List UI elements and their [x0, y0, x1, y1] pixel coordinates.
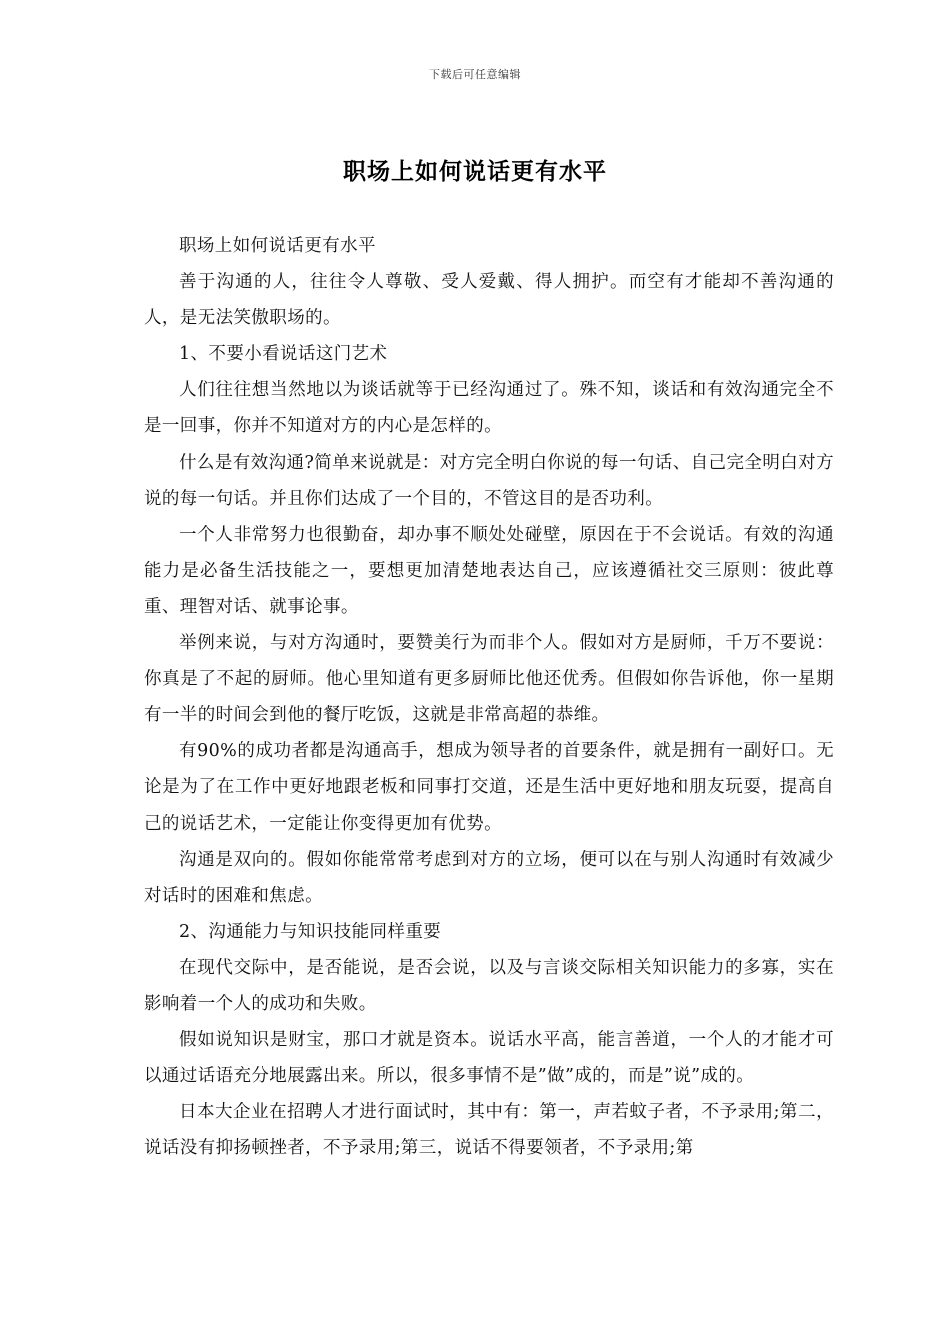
document-body — [144, 228, 834, 1166]
paragraph: 一个人非常努力也很勤奋，却办事不顺处处碰壁，原因在于不会说话。有效的沟通能力是必备生活技能之一，要想更加清楚地表达自己，应该遵循社交三原则：彼此尊重、理智对话、就事论事。 — [144, 524, 834, 617]
paragraph: 假如说知识是财宝，那口才就是资本。说话水平高，能言善道，一个人的才能才可以通过话语充分地展露出来。所以，很多事情不是”做”成的，而是”说”成的。 — [144, 1030, 834, 1087]
section-heading: 2、沟通能力与知识技能同样重要 — [179, 921, 442, 942]
paragraph: 沟通是双向的。假如你能常常考虑到对方的立场，便可以在与别人沟通时有效减少对话时的困难和焦虑。 — [144, 849, 834, 906]
paragraph: 什么是有效沟通?简单来说就是：对方完全明白你说的每一句话、自己完全明白对方说的每一句话。并且你们达成了一个目的，不管这目的是否功利。 — [144, 452, 834, 509]
document-title: 职场上如何说话更有水平 — [343, 158, 607, 185]
paragraph: 日本大企业在招聘人才进行面试时，其中有：第一，声若蚊子者，不予录用;第二，说话没有抑扬顿挫者，不予录用;第三，说话不得要领者，不予录用;第 — [144, 1102, 834, 1159]
header-note: 下载后可任意编辑 — [429, 68, 521, 81]
section-heading: 1、不要小看说话这门艺术 — [179, 344, 388, 365]
paragraph: 善于沟通的人，往往令人尊敬、受人爱戴、得人拥护。而空有才能却不善沟通的人，是无法笑傲职场的。 — [144, 272, 834, 329]
paragraph: 有90%的成功者都是沟通高手，想成为领导者的首要条件，就是拥有一副好口。无论是为了在工作中更好地跟老板和同事打交道，还是生活中更好地和朋友玩耍，提高自己的说话艺术，一定能让你变得更加有优势。 — [144, 741, 834, 834]
paragraph: 人们往往想当然地以为谈话就等于已经沟通过了。殊不知，谈话和有效沟通完全不是一回事，你并不知道对方的内心是怎样的。 — [144, 380, 834, 437]
paragraph-subtitle: 职场上如何说话更有水平 — [179, 236, 376, 256]
paragraph: 举例来说，与对方沟通时，要赞美行为而非个人。假如对方是厨师，千万不要说：你真是了不起的厨师。他心里知道有更多厨师比他还优秀。但假如你告诉他，你一星期有一半的时间会到他的餐厅吃饭，这就是非常高超的恭维。 — [144, 633, 834, 726]
paragraph: 在现代交际中，是否能说，是否会说，以及与言谈交际相关知识能力的多寡，实在影响着一个人的成功和失败。 — [144, 957, 834, 1014]
